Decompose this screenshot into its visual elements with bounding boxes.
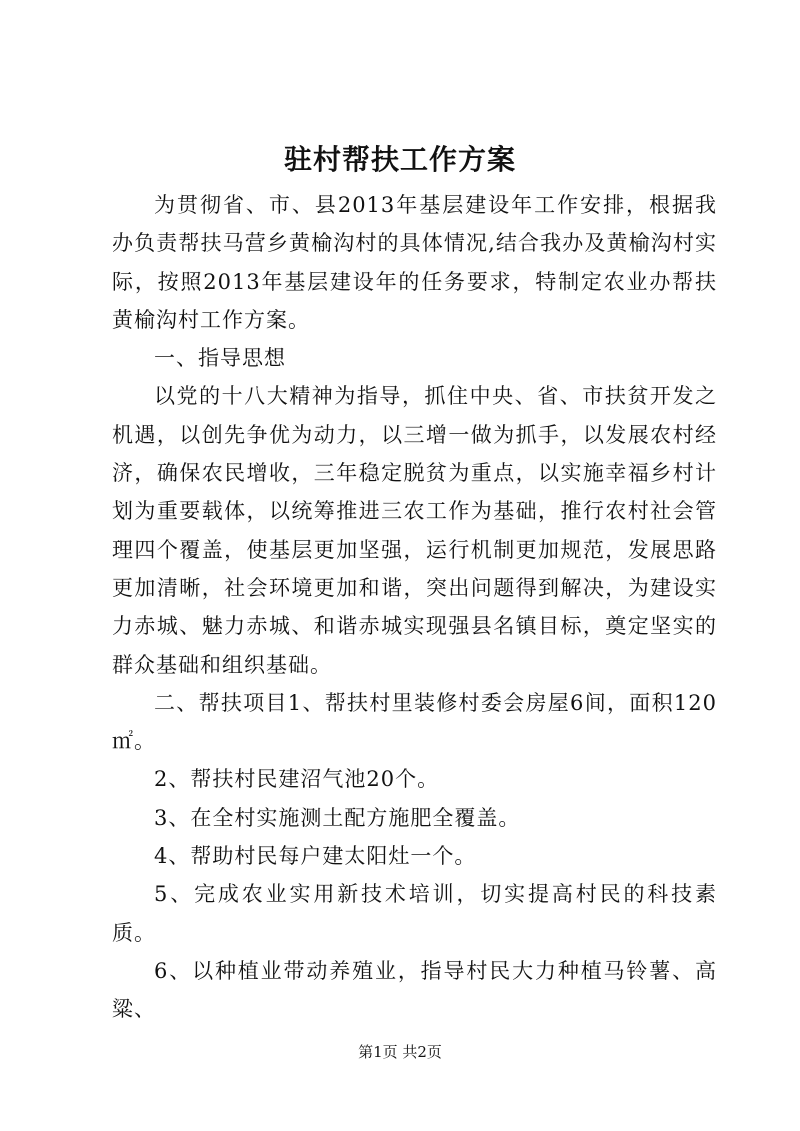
guiding-ideology-paragraph: 以党的十八大精神为指导，抓住中央、省、市扶贫开发之机遇，以创先争优为动力，以三增一做为抓手，以发展农村经济，确保农民增收，三年稳定脱贫为重点，以实施幸福乡村计划为重要载体，以统筹推进三农工作为基础，推行农村社会管理四个覆盖，使基层更加坚强，运行机制更加规范，发展思路更加清晰，社会环境更加和谐，突出问题得到解决，为建设实力赤城、魅力赤城、和谐赤城实现强县名镇目标，奠定坚实的群众基础和组织基础。 — [112, 384, 717, 677]
project-item-2: 2、帮扶村民建沼气池20个。 — [154, 767, 440, 792]
intro-paragraph: 为贯彻省、市、县2013年基层建设年工作安排，根据我办负责帮扶马营乡黄榆沟村的具体情况,结合我办及黄榆沟村实际，按照2013年基层建设年的任务要求，特制定农业办帮扶黄榆沟村工作方案。 — [112, 193, 717, 332]
document-title: 驻村帮扶工作方案 — [283, 143, 516, 176]
page-footer: 第1页 共2页 — [358, 1043, 442, 1061]
project-item-3: 3、在全村实施测土配方施肥全覆盖。 — [154, 805, 521, 830]
assistance-projects-paragraph: 二、帮扶项目1、帮扶村里装修村委会房屋6间，面积120㎡。 — [112, 690, 717, 754]
document-body — [112, 186, 717, 1029]
project-item-6: 6、以种植业带动养殖业，指导村民大力种植马铃薯、高粱、 — [112, 958, 717, 1022]
section-heading-guiding-ideology: 一、指导思想 — [154, 346, 286, 371]
project-item-4: 4、帮助村民每户建太阳灶一个。 — [154, 844, 477, 869]
project-item-5: 5、完成农业实用新技术培训，切实提高村民的科技素质。 — [112, 882, 717, 945]
